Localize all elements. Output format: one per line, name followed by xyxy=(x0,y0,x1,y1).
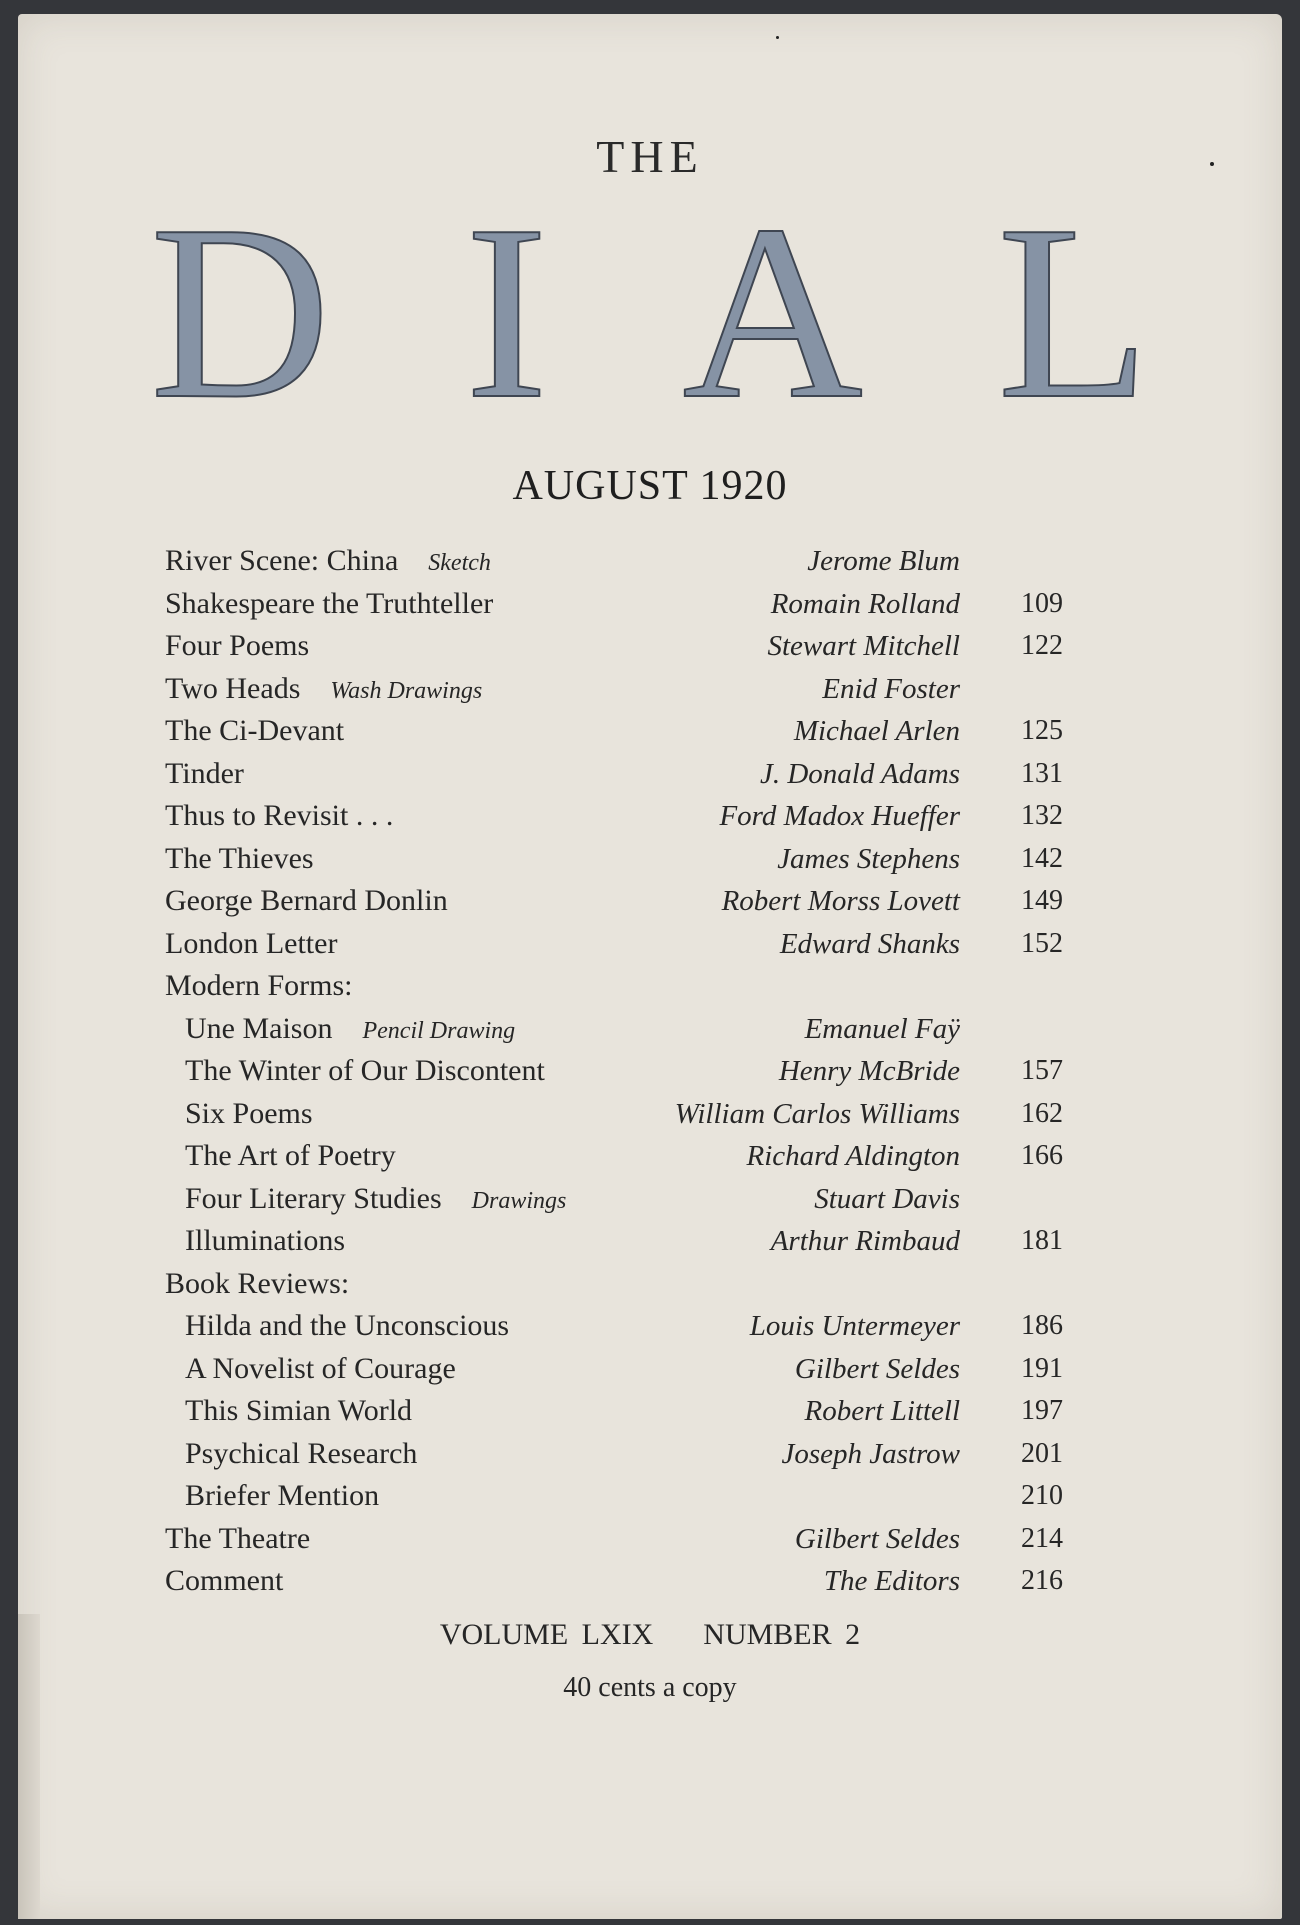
toc-title-text: Comment xyxy=(165,1564,284,1597)
toc-title xyxy=(165,795,393,838)
toc-author: J. Donald Adams xyxy=(759,757,960,790)
toc-page-number: 181 xyxy=(1021,1225,1063,1256)
toc-title-text: Shakespeare the Truthteller xyxy=(165,586,494,620)
toc-page-number: 157 xyxy=(1021,1055,1063,1086)
toc-entry xyxy=(165,710,1065,753)
toc-title xyxy=(165,1560,283,1603)
paper-speck xyxy=(1210,162,1214,166)
toc-entry xyxy=(165,1518,1065,1561)
toc-entry xyxy=(165,880,1065,923)
toc-page-number: 197 xyxy=(1021,1395,1063,1426)
toc-title-text: The Theatre xyxy=(165,1521,311,1555)
toc-author: Richard Aldington xyxy=(746,1140,960,1172)
toc-author: Robert Morss Lovett xyxy=(721,885,960,917)
toc-note: Wash Drawings xyxy=(330,677,483,704)
toc-author: Joseph Jastrow xyxy=(781,1437,960,1470)
toc-title-text: Six Poems xyxy=(185,1096,313,1130)
toc-title-text: River Scene: China xyxy=(165,544,399,577)
toc-title-text: Psychical Research xyxy=(185,1436,418,1470)
toc-entry xyxy=(165,668,1065,711)
toc-title xyxy=(185,1220,345,1263)
toc-author: Louis Untermeyer xyxy=(749,1310,960,1342)
toc-title xyxy=(185,1135,396,1178)
toc-title-text: The Winter of Our Discontent xyxy=(185,1054,545,1087)
toc-page-number: 109 xyxy=(1021,587,1063,619)
toc-entry xyxy=(165,1093,1065,1136)
toc-entry xyxy=(165,540,1065,583)
masthead-title xyxy=(150,174,1150,451)
toc-author: William Carlos Williams xyxy=(674,1097,960,1130)
toc-entry xyxy=(165,1475,1065,1518)
worn-edge xyxy=(18,1614,40,1919)
toc-entry xyxy=(165,1348,1065,1391)
toc-author: Michael Arlen xyxy=(793,715,960,747)
toc-title-text: This Simian World xyxy=(185,1394,413,1427)
toc-entry xyxy=(165,625,1065,668)
toc-note: Drawings xyxy=(471,1187,567,1214)
toc-title-text: A Novelist of Courage xyxy=(185,1351,456,1385)
toc-title xyxy=(185,1008,515,1053)
toc-title-text: Illuminations xyxy=(185,1224,345,1257)
toc-entry xyxy=(165,583,1065,626)
toc-entry xyxy=(165,923,1065,966)
toc-entry xyxy=(165,1263,1065,1306)
toc-page-number: 210 xyxy=(1021,1480,1063,1511)
toc-title xyxy=(185,1093,313,1136)
toc-title xyxy=(165,540,491,585)
issue-number: NUMBER 2 xyxy=(703,1618,861,1651)
toc-page-number: 191 xyxy=(1021,1352,1063,1384)
toc-author: Ford Madox Hueffer xyxy=(719,800,960,832)
toc-title-text: Hilda and the Unconscious xyxy=(185,1309,510,1342)
toc-note: Pencil Drawing xyxy=(362,1017,516,1044)
toc-page-number: 132 xyxy=(1021,800,1063,831)
toc-title-text: Thus to Revisit . . . xyxy=(165,799,394,832)
toc-title xyxy=(165,668,482,713)
toc-page-number: 216 xyxy=(1021,1565,1063,1596)
masthead-letter: I xyxy=(464,174,549,451)
toc-title xyxy=(165,753,244,796)
price: 40 cents a copy xyxy=(563,1672,737,1703)
toc-entry xyxy=(165,1178,1065,1221)
toc-author: The Editors xyxy=(823,1565,960,1597)
toc-page-number: 131 xyxy=(1021,757,1063,789)
toc-entry xyxy=(165,1390,1065,1433)
toc-page-number: 142 xyxy=(1021,842,1063,874)
toc-title xyxy=(165,1263,349,1306)
toc-author: Stewart Mitchell xyxy=(767,630,960,662)
toc-page-number: 214 xyxy=(1021,1522,1063,1554)
toc-entry xyxy=(165,965,1065,1008)
toc-title xyxy=(165,625,309,668)
toc-title-text: Four Literary Studies xyxy=(185,1181,442,1215)
masthead-letter: A xyxy=(682,174,863,451)
toc-title xyxy=(185,1348,456,1391)
toc-title-text: The Thieves xyxy=(165,841,314,875)
toc-author: Edward Shanks xyxy=(779,927,960,960)
toc-title xyxy=(185,1475,379,1518)
toc-title xyxy=(185,1433,417,1476)
toc-author: Emanuel Faÿ xyxy=(804,1012,960,1045)
toc-author: Stuart Davis xyxy=(814,1182,960,1215)
volume-number: VOLUME LXIX xyxy=(439,1618,654,1651)
toc-entry xyxy=(165,1050,1065,1093)
toc-title xyxy=(185,1390,412,1433)
masthead-the: THE xyxy=(596,131,704,182)
toc-title xyxy=(185,1305,509,1348)
toc-page-number: 122 xyxy=(1021,630,1063,661)
toc-author: Henry McBride xyxy=(778,1055,960,1087)
toc-page-number: 201 xyxy=(1021,1437,1063,1469)
toc-page-number: 186 xyxy=(1021,1310,1063,1341)
toc-title-text: Two Heads xyxy=(165,671,301,705)
issue-date: AUGUST 1920 xyxy=(512,463,788,509)
toc-title-text: Book Reviews: xyxy=(165,1266,350,1300)
toc-author: Romain Rolland xyxy=(770,587,960,620)
toc-author: Arthur Rimbaud xyxy=(770,1225,960,1257)
toc-title-text: Une Maison xyxy=(185,1011,333,1045)
toc-title-text: George Bernard Donlin xyxy=(165,884,448,917)
toc-page-number: 166 xyxy=(1021,1140,1063,1171)
toc-author: James Stephens xyxy=(777,842,960,875)
toc-page-number: 125 xyxy=(1021,715,1063,746)
toc-entry xyxy=(165,1433,1065,1476)
toc-page-number: 149 xyxy=(1021,885,1063,916)
paper-speck xyxy=(776,36,779,39)
toc-entry xyxy=(165,1135,1065,1178)
toc-author: Jerome Blum xyxy=(807,545,960,577)
toc-title xyxy=(165,923,337,966)
toc-title-text: Modern Forms: xyxy=(165,969,353,1002)
toc-note: Sketch xyxy=(428,550,491,576)
toc-title xyxy=(185,1178,566,1223)
masthead-letter: L xyxy=(997,174,1150,451)
toc-author: Robert Littell xyxy=(804,1395,960,1427)
toc-page-number: 152 xyxy=(1021,927,1063,959)
toc-entry xyxy=(165,838,1065,881)
toc-author: Gilbert Seldes xyxy=(794,1522,960,1555)
toc-title-text: London Letter xyxy=(165,926,338,960)
table-of-contents xyxy=(165,540,1065,1603)
toc-entry xyxy=(165,795,1065,838)
toc-title-text: Four Poems xyxy=(165,629,310,662)
toc-author: Enid Foster xyxy=(822,672,960,705)
toc-entry xyxy=(165,753,1065,796)
toc-title-text: The Ci-Devant xyxy=(165,714,345,747)
toc-title xyxy=(185,1050,545,1093)
toc-entry xyxy=(165,1560,1065,1603)
toc-title xyxy=(165,880,448,923)
toc-title-text: Tinder xyxy=(165,756,244,790)
toc-entry xyxy=(165,1220,1065,1263)
toc-title xyxy=(165,1518,310,1561)
toc-title xyxy=(165,583,493,626)
toc-entry xyxy=(165,1008,1065,1051)
volume-line xyxy=(0,1618,1300,1652)
toc-title-text: The Art of Poetry xyxy=(185,1139,396,1172)
toc-title-text: Briefer Mention xyxy=(185,1479,380,1512)
masthead-letter: D xyxy=(150,174,331,451)
toc-title xyxy=(165,710,344,753)
toc-title xyxy=(165,838,314,881)
toc-author: Gilbert Seldes xyxy=(794,1352,960,1385)
toc-page-number: 162 xyxy=(1021,1097,1063,1129)
toc-title xyxy=(165,965,353,1008)
toc-entry xyxy=(165,1305,1065,1348)
